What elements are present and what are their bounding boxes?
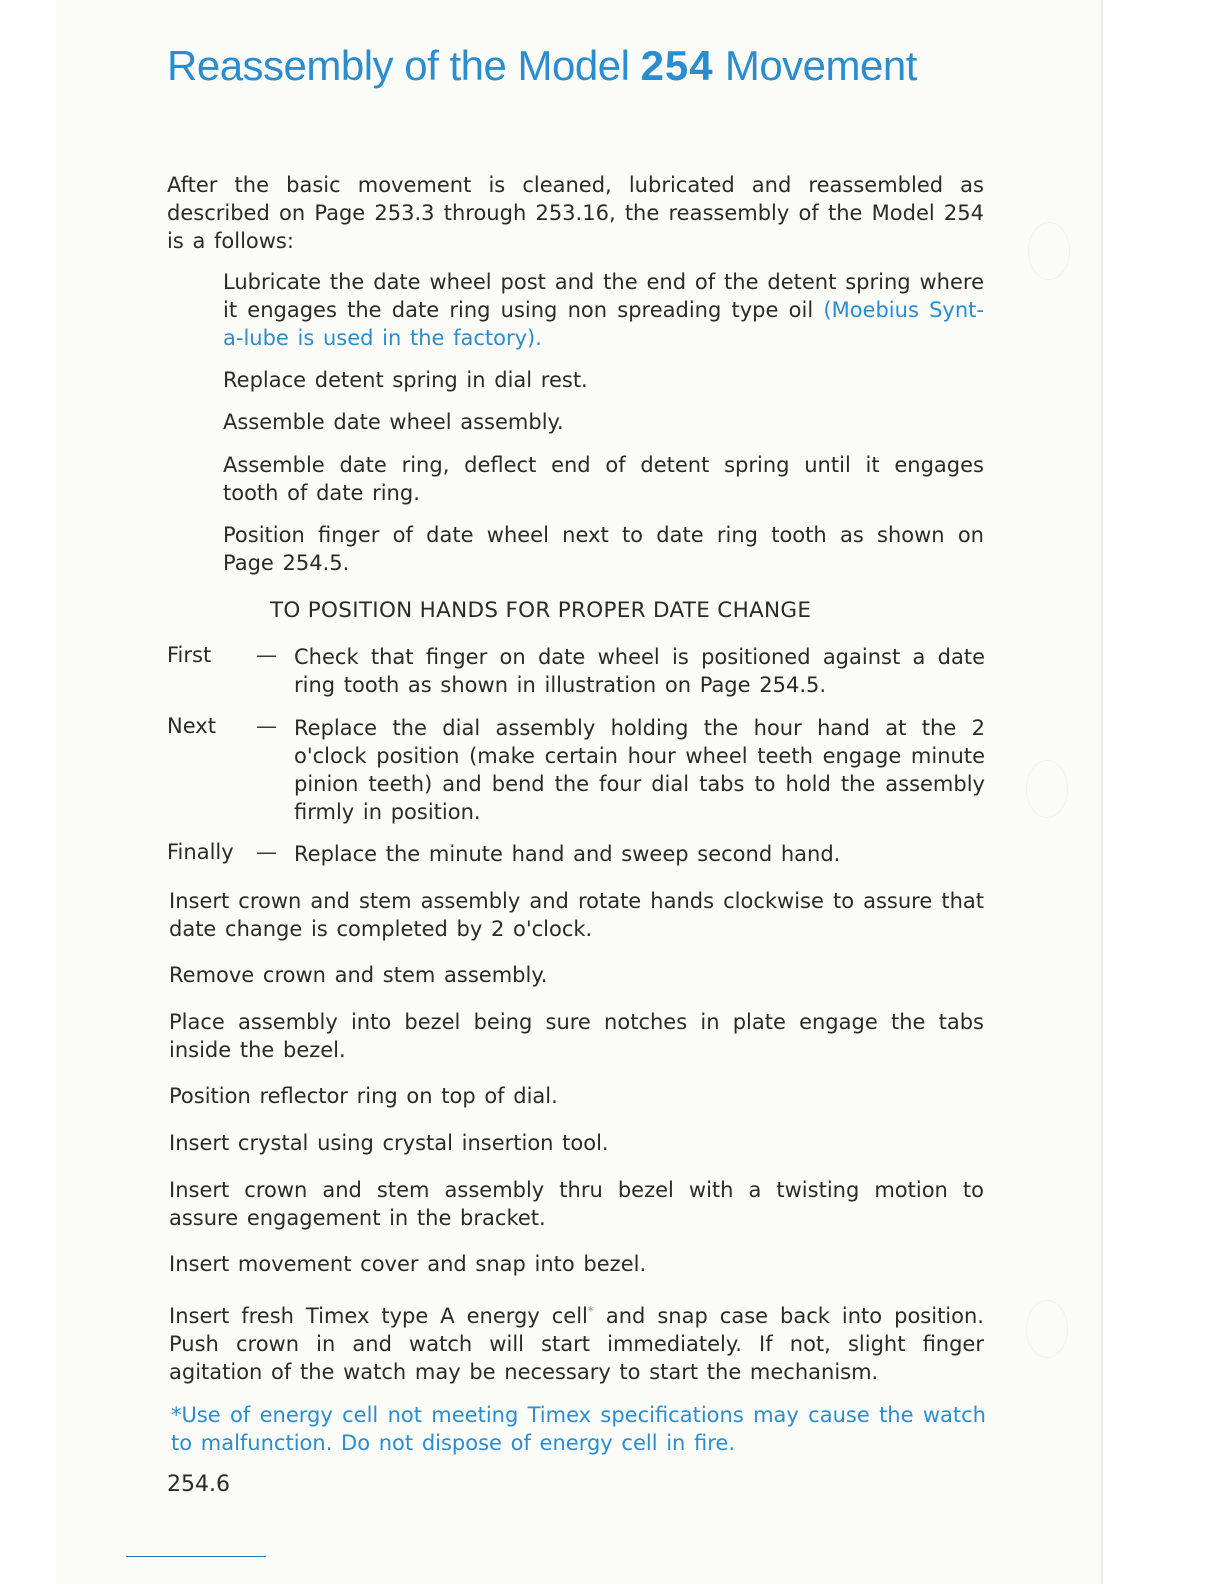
step-detent-spring: Replace detent spring in dial rest.	[223, 368, 588, 392]
page-title	[167, 42, 917, 90]
title-prefix: Reassembly of the Model	[167, 42, 630, 89]
paragraph-reflector-ring: Position reflector ring on top of dial.	[169, 1084, 558, 1108]
lubricant-note: (Moebius Synt-a-lube is used in the factory).	[223, 298, 984, 350]
title-model-number: 254	[640, 42, 714, 89]
procedure-finally-text: Replace the minute hand and sweep second hand.	[294, 842, 841, 866]
paragraph-crown-thru-bezel: Insert crown and stem assembly thru bezel with a twisting motion to assure engagement in the bracket.	[169, 1178, 984, 1230]
procedure-first-text: Check that finger on date wheel is positioned against a date ring tooth as shown in illustration on Page 254.5.	[294, 645, 985, 697]
footnote-mark: *	[171, 1403, 182, 1427]
procedure-label-finally: Finally	[167, 840, 234, 864]
procedure-label-next: Next	[167, 714, 216, 738]
intro-paragraph: After the basic movement is cleaned, lubricated and reassembled as described on Page 253.3 through 253.16, the reassembly of the Model 254 is a follows:	[167, 173, 984, 253]
paragraph-insert-crown: Insert crown and stem assembly and rotate hands clockwise to assure that date change is completed by 2 o'clock.	[169, 889, 984, 941]
bottom-rule	[126, 1556, 266, 1557]
procedure-label-first: First	[167, 643, 212, 667]
page-edge	[1101, 0, 1103, 1584]
paragraph-energy-cell	[169, 1297, 984, 1386]
footnote-marker: *	[587, 1304, 594, 1318]
paragraph-remove-crown: Remove crown and stem assembly.	[169, 963, 548, 987]
energy-cell-text-continued: and snap case back into position. Push crown in and watch will start immediately. If not, slight finger agitation of the watch may be necessary to start the mechanism.	[169, 1304, 984, 1384]
procedure-next-text: Replace the dial assembly holding the hour hand at the 2 o'clock position (make certain hour wheel teeth engage minute pinion teeth) and bend the four dial tabs to hold the assembly firmly in position.	[294, 716, 985, 824]
procedure-dash: —	[256, 840, 277, 864]
step-lubricate-text: Lubricate the date wheel post and the end of the detent spring where it engages the date ring using non spreading type oil	[223, 270, 984, 322]
paragraph-place-assembly: Place assembly into bezel being sure notches in plate engage the tabs inside the bezel.	[169, 1010, 984, 1062]
paragraph-crystal: Insert crystal using crystal insertion tool.	[169, 1131, 609, 1155]
step-date-wheel: Assemble date wheel assembly.	[223, 410, 564, 434]
paragraph-movement-cover: Insert movement cover and snap into bezel.	[169, 1252, 647, 1276]
binder-hole	[1026, 1300, 1068, 1358]
step-date-ring: Assemble date ring, deflect end of detent spring until it engages tooth of date ring.	[223, 453, 984, 505]
footnote	[171, 1401, 986, 1457]
energy-cell-text: Insert fresh Timex type A energy cell	[169, 1304, 588, 1328]
step-position-finger: Position finger of date wheel next to date ring tooth as shown on Page 254.5.	[223, 523, 984, 575]
section-heading: TO POSITION HANDS FOR PROPER DATE CHANGE	[270, 598, 812, 623]
procedure-dash: —	[256, 643, 277, 667]
procedure-dash: —	[256, 714, 277, 738]
page-number: 254.6	[167, 1472, 230, 1497]
footnote-text: Use of energy cell not meeting Timex specifications may cause the watch to malfunction. Do not dispose of energy cell in fire.	[171, 1403, 986, 1455]
title-suffix: Movement	[724, 42, 917, 89]
binder-hole	[1026, 760, 1068, 818]
step-lubricate	[223, 268, 984, 352]
binder-hole	[1028, 222, 1070, 280]
